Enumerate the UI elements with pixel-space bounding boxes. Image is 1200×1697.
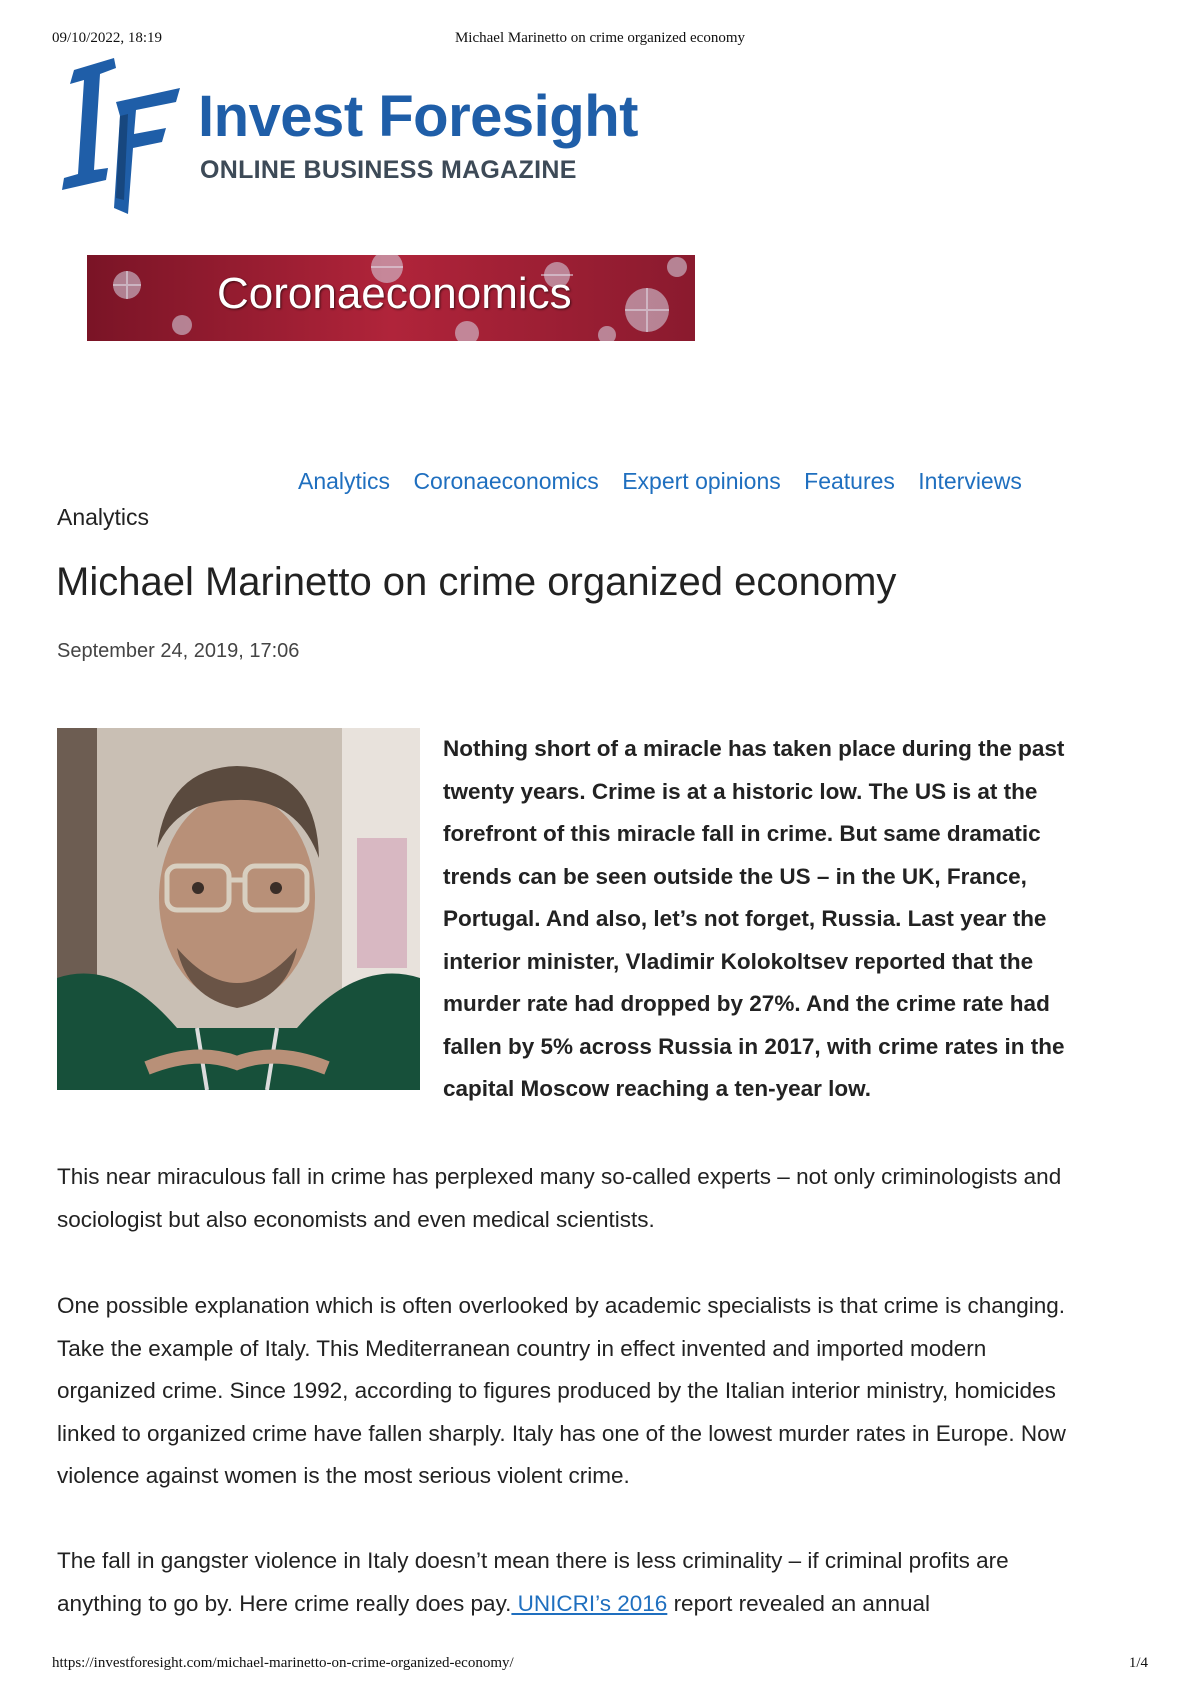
- article-paragraph-1: This near miraculous fall in crime has perplexed many so-called experts – not only criminologists and sociologist but also economists and even medical scientists.: [57, 1164, 1062, 1232]
- article-lede: Nothing short of a miracle has taken place during the past twenty years. Crime is at a historic low. The US is at the forefront of this miracle fall in crime. But same dramatic trends can be seen outside the US – in the UK, France, Portugal. And also, let’s not forget, Russia. Last year the interior minister, Vladimir Kolokoltsev reported that the murder rate had dropped by 27%. And the crime rate had fallen by 5% across Russia in 2017, with crime rates in the capital Moscow reaching a ten-year low.: [443, 736, 1065, 1101]
- author-photo: [57, 728, 420, 1090]
- brand-tagline: ONLINE BUSINESS MAGAZINE: [200, 156, 577, 184]
- brand-name: Invest Foresight: [198, 84, 638, 149]
- article-paragraph-2: One possible explanation which is often overlooked by academic specialists is that crime is changing. Take the example of Italy. This Mediterranean country in effect invented and imported modern organized crime. Since 1992, according to figures produced by the Italian interior ministry, homicides linked to organized crime have fallen sharply. Italy has one of the lowest murder rates in Europe. Now violence against women is the most serious violent crime.: [57, 1293, 1066, 1488]
- nav-item-coronaeconomics[interactable]: Coronaeconomics: [413, 468, 599, 494]
- banner-title: Coronaeconomics: [217, 269, 572, 318]
- paragraph-3-text-start: The fall in gangster violence in Italy doesn’t mean there is less criminality – if criminal profits are anything to go by. Here crime really does pay.: [57, 1548, 1009, 1616]
- print-header: [52, 30, 1148, 50]
- print-title: Michael Marinetto on crime organized economy: [454, 30, 746, 46]
- if-logo-mark-icon: [56, 58, 186, 214]
- unicri-2016-link[interactable]: UNICRI’s 2016: [511, 1590, 668, 1616]
- article-title: Michael Marinetto on crime organized economy: [56, 560, 897, 604]
- article-date: September 24, 2019, 17:06: [57, 640, 300, 662]
- article-paragraph-3: [57, 1540, 1067, 1625]
- nav-item-analytics[interactable]: Analytics: [298, 468, 391, 494]
- nav-item-expert-opinions[interactable]: Expert opinions: [622, 468, 781, 494]
- print-datetime: 09/10/2022, 18:19: [52, 30, 163, 46]
- print-page-number: 1/4: [1128, 1655, 1148, 1671]
- print-url: https://investforesight.com/michael-marinetto-on-crime-organized-economy/: [52, 1655, 514, 1671]
- nav-item-interviews[interactable]: Interviews: [918, 468, 1022, 494]
- nav-item-features[interactable]: Features: [804, 468, 895, 494]
- print-footer: [52, 1655, 1148, 1675]
- coronaeconomics-banner[interactable]: [87, 255, 695, 341]
- paragraph-3-text-end: report revealed an annual: [667, 1590, 930, 1616]
- site-logo[interactable]: [56, 58, 696, 218]
- category-nav: [298, 468, 1039, 495]
- article-category[interactable]: Analytics: [57, 504, 150, 530]
- author-portrait-icon: [57, 728, 420, 1090]
